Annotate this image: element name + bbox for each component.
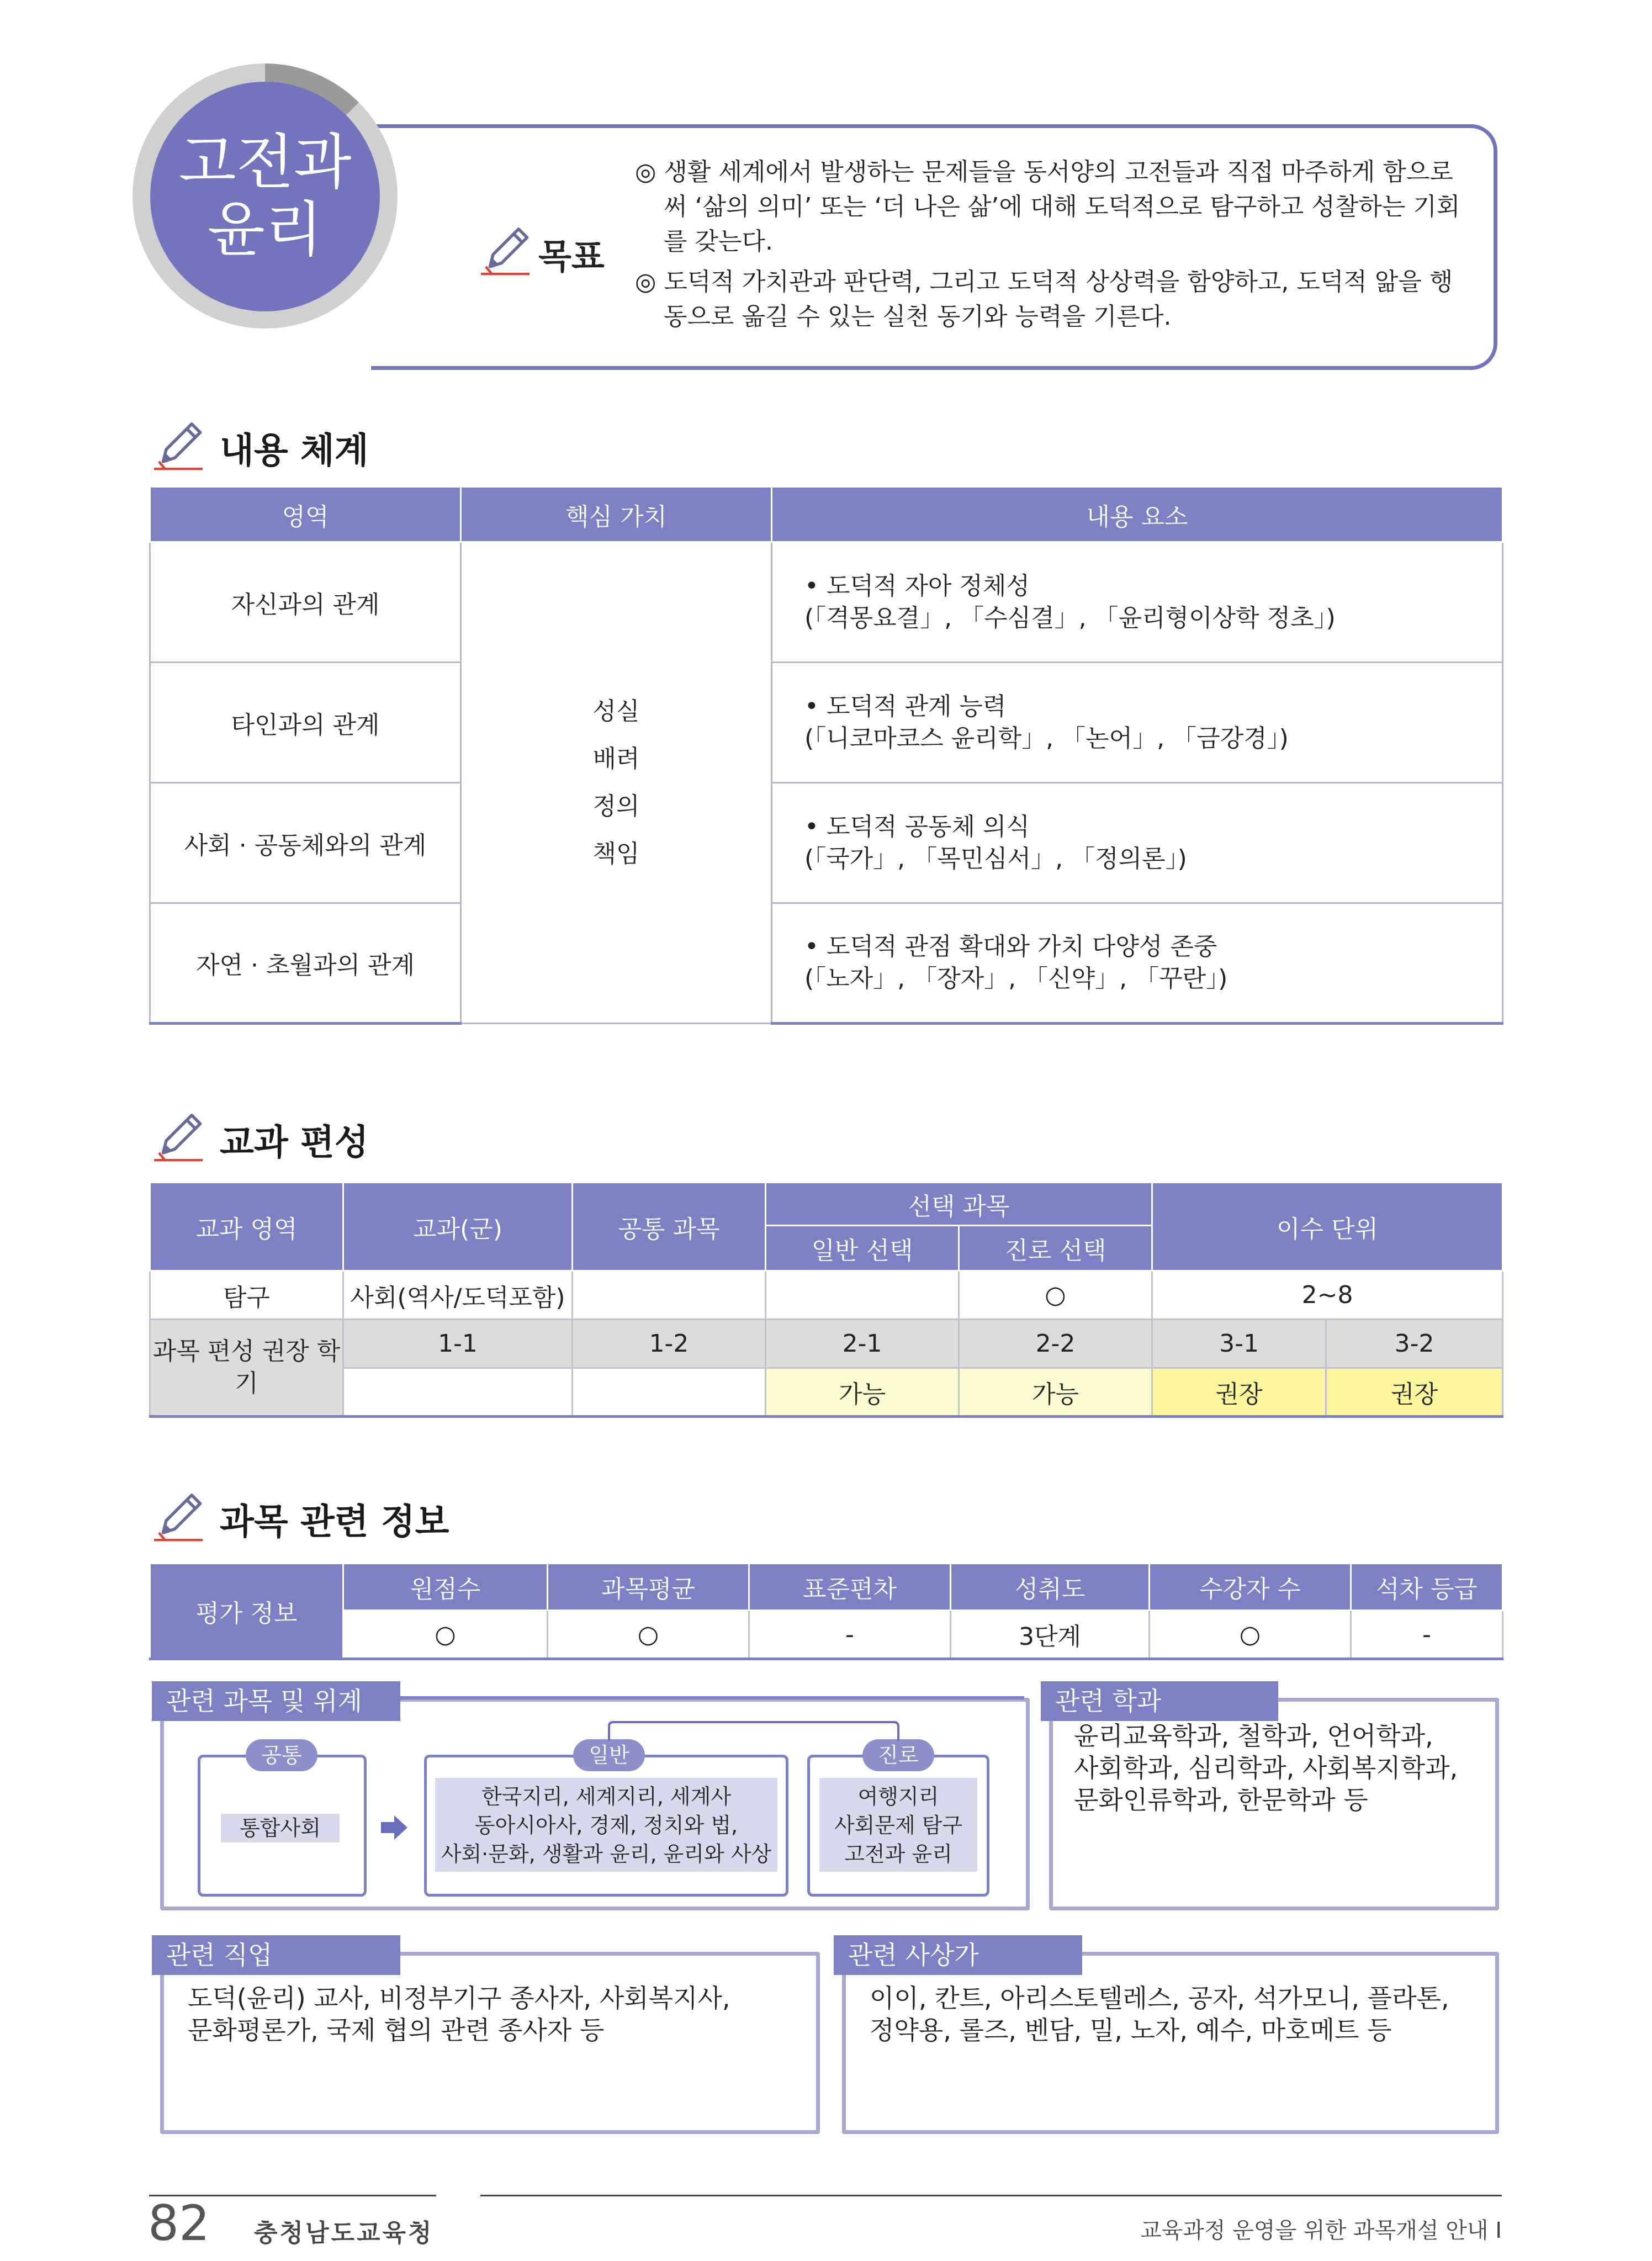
semester-1-1: 1-1	[343, 1320, 573, 1368]
core-value: 정의	[592, 792, 640, 820]
content-system-table	[149, 486, 1503, 1025]
eval-header-rank-grade: 석차 등급	[1351, 1564, 1503, 1611]
eval-value-std-dev: -	[749, 1611, 951, 1659]
eval-value-achievement: 3단계	[951, 1611, 1150, 1659]
eval-header-std-dev: 표준편차	[749, 1564, 951, 1611]
subject-title	[150, 82, 380, 311]
eval-header-students: 수강자 수	[1150, 1564, 1351, 1611]
header-elective: 선택 과목	[766, 1183, 1152, 1226]
footer-rule-right	[480, 2195, 1502, 2196]
area-cell: 자신과의 관계	[150, 542, 461, 663]
curriculum-title: 교과 편성	[220, 1122, 369, 1163]
general-subjects-line: 사회·문화, 생활과 윤리, 윤리와 사상	[441, 1842, 772, 1866]
goal-label: 목표	[538, 236, 605, 277]
cell-general	[766, 1271, 959, 1320]
semester-1-2: 1-2	[573, 1320, 766, 1368]
header-units: 이수 단위	[1152, 1183, 1503, 1271]
related-jobs-tab: 관련 직업	[152, 1935, 400, 1975]
core-value: 책임	[592, 839, 640, 868]
content-element: • 도덕적 자아 정체성	[804, 571, 1030, 600]
related-thinkers-tab: 관련 사상가	[834, 1935, 1082, 1975]
eval-label: 평가 정보	[150, 1564, 343, 1659]
related-thinkers-text	[870, 1982, 1488, 2046]
semester-value-3-1: 권장	[1152, 1368, 1326, 1417]
semester-value-2-2: 가능	[959, 1368, 1152, 1417]
career-subjects-line: 고전과 윤리	[844, 1842, 952, 1866]
header-content-element: 내용 요소	[772, 487, 1503, 542]
pencil-icon	[148, 413, 209, 474]
content-element: • 도덕적 공동체 의식	[804, 812, 1030, 841]
header-career-elective: 진로 선택	[959, 1226, 1152, 1271]
content-element-cell	[772, 783, 1503, 903]
footer-guide: 교육과정 운영을 위한 과목개설 안내 I	[1140, 2218, 1502, 2243]
related-jobs-text	[188, 1982, 806, 2046]
curriculum-table	[149, 1182, 1503, 1418]
common-label: 공통	[246, 1739, 317, 1771]
semester-2-1: 2-1	[766, 1320, 959, 1368]
content-sources: (「니코마코스 윤리학」, 「논어」, 「금강경」)	[804, 724, 1289, 753]
career-subjects-line: 여행지리	[857, 1785, 939, 1809]
cell-career: ○	[959, 1271, 1152, 1320]
content-sources: (「국가」, 「목민심서」, 「정의론」)	[804, 844, 1187, 873]
cell-subject-group: 사회(역사/도덕포함)	[343, 1271, 573, 1320]
content-element-cell	[772, 663, 1503, 783]
semester-value-1-2	[573, 1368, 766, 1417]
subject-info-title: 과목 관련 정보	[220, 1502, 449, 1543]
related-majors-line: 문화인류학과, 한문학과 등	[1074, 1785, 1368, 1815]
connector-line	[605, 1720, 903, 1742]
header-common: 공통 과목	[573, 1183, 766, 1271]
related-majors-text	[1074, 1720, 1482, 1816]
cell-area: 탐구	[150, 1271, 343, 1320]
pencil-icon	[475, 218, 536, 279]
general-subjects-line: 한국지리, 세계지리, 세계사	[481, 1785, 732, 1809]
related-jobs-line: 문화평론가, 국제 협의 관련 종사자 등	[188, 2015, 605, 2045]
title-line-2: 윤리	[207, 195, 323, 264]
header-general-elective: 일반 선택	[766, 1226, 959, 1271]
content-system-title: 내용 체계	[220, 431, 369, 472]
eval-value-raw-score: ○	[343, 1611, 548, 1659]
area-cell: 타인과의 관계	[150, 663, 461, 783]
header-area: 영역	[150, 487, 461, 542]
related-majors-line: 윤리교육학과, 철학과, 언어학과,	[1074, 1721, 1433, 1751]
core-value: 배려	[592, 744, 640, 773]
semester-3-1: 3-1	[1152, 1320, 1326, 1368]
related-majors-tab: 관련 학과	[1041, 1681, 1278, 1721]
career-subjects-line: 사회문제 탐구	[834, 1813, 963, 1838]
tab-underline	[400, 1696, 1024, 1699]
header-subject-group: 교과(군)	[343, 1183, 573, 1271]
eval-value-average: ○	[548, 1611, 749, 1659]
content-element: • 도덕적 관점 확대와 가치 다양성 존중	[804, 933, 1217, 961]
eval-header-achievement: 성취도	[951, 1564, 1150, 1611]
header-subject-area: 교과 영역	[150, 1183, 343, 1271]
eval-header-average: 과목평균	[548, 1564, 749, 1611]
career-subjects	[819, 1778, 977, 1872]
semester-value-2-1: 가능	[766, 1368, 959, 1417]
area-cell: 사회 · 공동체와의 관계	[150, 783, 461, 903]
footer-org: 충청남도교육청	[254, 2219, 434, 2247]
semester-2-2: 2-2	[959, 1320, 1152, 1368]
general-subjects-line: 동아시아사, 경제, 정치와 법,	[474, 1813, 738, 1838]
title-line-1: 고전과	[178, 128, 352, 197]
pencil-icon	[148, 1484, 209, 1545]
eval-value-rank-grade: -	[1351, 1611, 1503, 1659]
common-subject: 통합사회	[221, 1814, 340, 1842]
related-thinkers-line: 이이, 칸트, 아리스토텔레스, 공자, 석가모니, 플라톤,	[870, 1983, 1449, 2013]
evaluation-table	[149, 1563, 1503, 1660]
core-values-cell	[461, 542, 772, 1024]
related-thinkers-line: 정약용, 롤즈, 벤담, 밀, 노자, 예수, 마호메트 등	[870, 2015, 1392, 2045]
arrow-right-icon	[379, 1812, 410, 1843]
semester-value-3-2: 권장	[1326, 1368, 1503, 1417]
content-sources: (「격몽요결」, 「수심결」, 「윤리형이상학 정초」)	[804, 603, 1336, 632]
eval-value-students: ○	[1150, 1611, 1351, 1659]
cell-common	[573, 1271, 766, 1320]
semester-value-1-1	[343, 1368, 573, 1417]
semester-3-2: 3-2	[1326, 1320, 1503, 1368]
eval-header-raw-score: 원점수	[343, 1564, 548, 1611]
related-majors-line: 사회학과, 심리학과, 사회복지학과,	[1074, 1753, 1458, 1783]
pencil-icon	[148, 1104, 209, 1165]
page-number: 82	[148, 2195, 210, 2252]
content-sources: (「노자」, 「장자」, 「신약」, 「꾸란」)	[804, 965, 1228, 993]
goal-item-2: ◎ 도덕적 가치관과 판단력, 그리고 도덕적 상상력을 함양하고, 도덕적 앎을 행동으로 옮길 수 있는 실천 동기와 능력을 기른다.	[635, 268, 1453, 331]
content-element-cell	[772, 542, 1503, 663]
general-subjects	[435, 1778, 777, 1872]
content-element-cell	[772, 903, 1503, 1024]
content-element: • 도덕적 관계 능력	[804, 692, 1007, 721]
related-subjects-tab: 관련 과목 및 위계	[152, 1681, 400, 1721]
career-label: 진로	[862, 1739, 934, 1771]
goal-text	[635, 155, 1469, 340]
core-value: 성실	[592, 697, 640, 726]
related-jobs-line: 도덕(윤리) 교사, 비정부기구 종사자, 사회복지사,	[188, 1983, 730, 2013]
cell-units: 2~8	[1152, 1271, 1503, 1320]
header-core-value: 핵심 가치	[461, 487, 772, 542]
area-cell: 자연 · 초월과의 관계	[150, 903, 461, 1024]
semester-label: 과목 편성 권장 학기	[150, 1320, 343, 1417]
general-label: 일반	[573, 1739, 645, 1771]
goal-item-1: ◎ 생활 세계에서 발생하는 문제들을 동서양의 고전들과 직접 마주하게 함으로써 ‘삶의 의미’ 또는 ‘더 나은 삶’에 대해 도덕적으로 탐구하고 성찰하는 기회를 갖는다.	[635, 158, 1460, 256]
